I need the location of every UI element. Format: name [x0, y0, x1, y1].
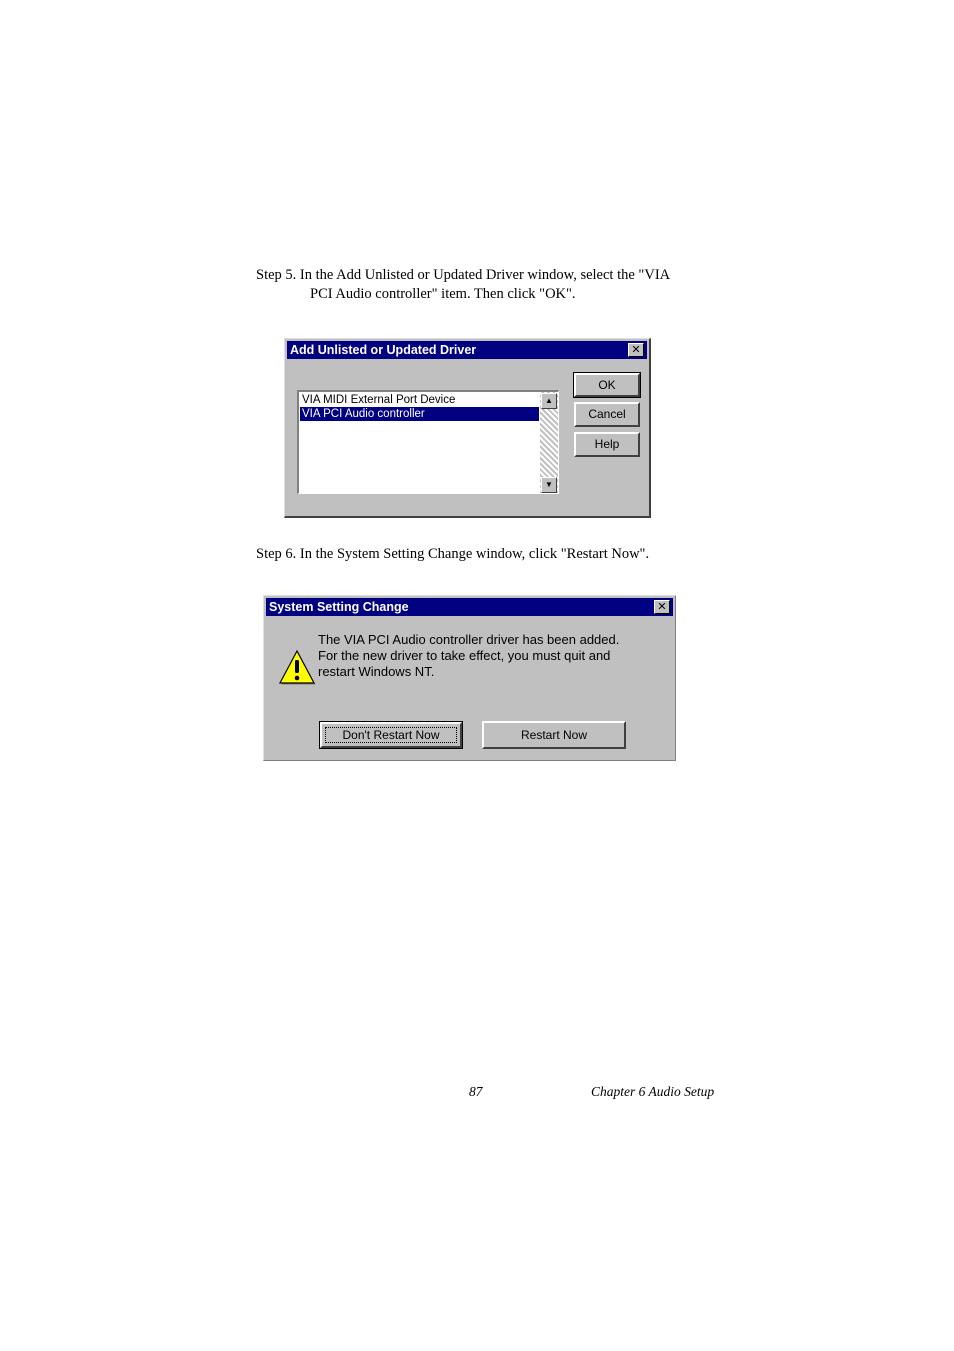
chapter-title: Chapter 6 Audio Setup	[591, 1084, 715, 1099]
arrow-down-icon: ▼	[545, 480, 553, 489]
scroll-down-button[interactable]	[541, 477, 557, 493]
dialog-title: System Setting Change	[269, 600, 409, 614]
close-button[interactable]	[628, 343, 644, 357]
step-6-text	[256, 545, 736, 564]
page-number: 87	[469, 1084, 483, 1099]
arrow-up-icon: ▲	[545, 396, 553, 405]
dialog-title: Add Unlisted or Updated Driver	[290, 343, 477, 357]
add-unlisted-driver-dialog	[284, 338, 651, 518]
close-icon: ✕	[631, 344, 641, 356]
message-line-3: restart Windows NT.	[318, 664, 435, 679]
message-line-1: The VIA PCI Audio controller driver has been added.	[318, 632, 620, 647]
scroll-up-button[interactable]	[541, 393, 557, 409]
driver-listbox[interactable]	[297, 390, 559, 494]
step-6-line-1: Step 6. In the System Setting Change window, click "Restart Now".	[256, 546, 650, 562]
close-icon: ✕	[657, 601, 667, 613]
focus-rectangle	[325, 727, 457, 743]
dialog-titlebar	[266, 598, 673, 616]
step-5-text	[256, 266, 736, 304]
cancel-button[interactable]: Cancel	[574, 402, 640, 427]
close-button[interactable]	[654, 600, 670, 614]
restart-now-button[interactable]: Restart Now	[482, 721, 626, 749]
warning-icon	[278, 648, 316, 686]
system-setting-change-dialog	[263, 595, 676, 761]
dont-restart-now-label: Don't Restart Now	[342, 728, 440, 742]
vertical-scrollbar[interactable]	[540, 392, 558, 493]
dont-restart-now-button[interactable]	[320, 722, 462, 748]
list-item-midi[interactable]: VIA MIDI External Port Device	[302, 394, 456, 406]
list-item-pci-audio[interactable]: VIA PCI Audio controller	[300, 407, 539, 421]
help-button[interactable]: Help	[574, 432, 640, 457]
dialog-message	[318, 632, 658, 680]
ok-button[interactable]: OK	[574, 373, 640, 397]
message-line-2: For the new driver to take effect, you must quit and	[318, 648, 611, 663]
dialog-titlebar	[287, 341, 647, 359]
step-5-line-2: PCI Audio controller" item. Then click "OK".	[310, 286, 576, 302]
step-5-line-1: Step 5. In the Add Unlisted or Updated Driver window, select the "VIA	[256, 267, 671, 283]
